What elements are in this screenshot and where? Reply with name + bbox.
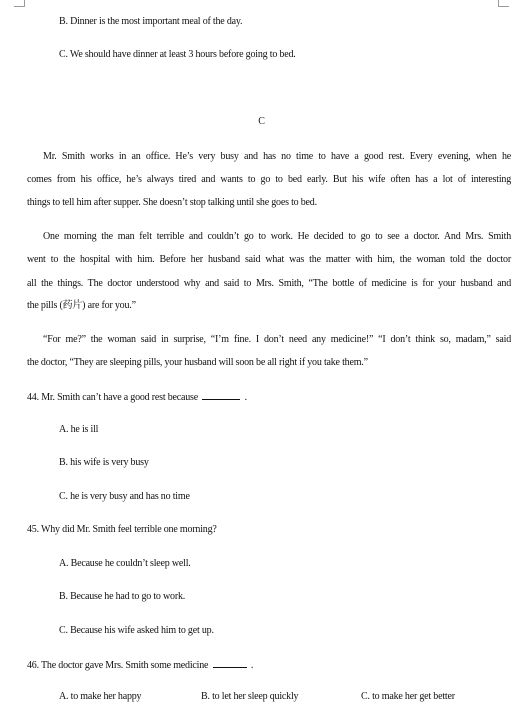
option-a: A. to make her happy: [59, 691, 142, 702]
option-b: B. Because he had to go to work.: [59, 591, 186, 602]
question-45: 45. Why did Mr. Smith feel terrible one morning?: [27, 524, 217, 535]
option-b: B. to let her sleep quickly: [201, 691, 299, 702]
option-b: B. his wife is very busy: [59, 457, 149, 468]
option-a: A. he is ill: [59, 424, 99, 435]
page-corner-mark: [14, 0, 25, 7]
question-stem: 44. Mr. Smith can’t have a good rest because: [27, 392, 198, 403]
passage-line: One morning the man felt terrible and couldn’t go to work. He decided to go to see a doctor. And Mrs. Smith: [43, 231, 511, 242]
passage-line: things to tell him after supper. She doesn’t stop talking until she goes to bed.: [27, 197, 317, 208]
page-corner-mark: [498, 0, 509, 7]
passage-line: the doctor, “They are sleeping pills, your husband will soon be all right if you take them.”: [27, 357, 368, 368]
option-c: C. We should have dinner at least 3 hours before going to bed.: [59, 49, 296, 60]
question-stem: 46. The doctor gave Mrs. Smith some medicine: [27, 660, 209, 671]
option-c: C. Because his wife asked him to get up.: [59, 625, 214, 636]
passage-line: “For me?” the woman said in surprise, “I’m fine. I don’t need any medicine!” “I don’t think so, madam,” said: [43, 334, 511, 345]
option-c: C. to make her get better: [361, 691, 455, 702]
passage-line: the pills (药片) are for you.”: [27, 300, 136, 311]
question-46: [27, 658, 253, 672]
answer-blank: [202, 390, 240, 400]
answer-blank: [213, 658, 247, 668]
option-c: C. he is very busy and has no time: [59, 491, 190, 502]
passage-line: went to the hospital with him. Before her husband said what was the matter with him, the woman told the doctor: [27, 254, 511, 265]
question-end: .: [250, 660, 254, 671]
passage-line: Mr. Smith works in an office. He’s very busy and has no time to have a good rest. Every evening, when he: [43, 151, 511, 162]
option-a: A. Because he couldn’t sleep well.: [59, 558, 191, 569]
question-44: [27, 390, 247, 404]
passage-line: all the things. The doctor understood why and said to Mrs. Smith, “The bottle of medicine is for your husband and: [27, 278, 511, 289]
section-title: C: [258, 116, 265, 127]
passage-line: comes from his office, he’s always tired and wants to go to bed early. But his wife often has a lot of interesting: [27, 174, 511, 185]
question-end: .: [244, 392, 247, 403]
option-b: B. Dinner is the most important meal of the day.: [59, 16, 243, 27]
